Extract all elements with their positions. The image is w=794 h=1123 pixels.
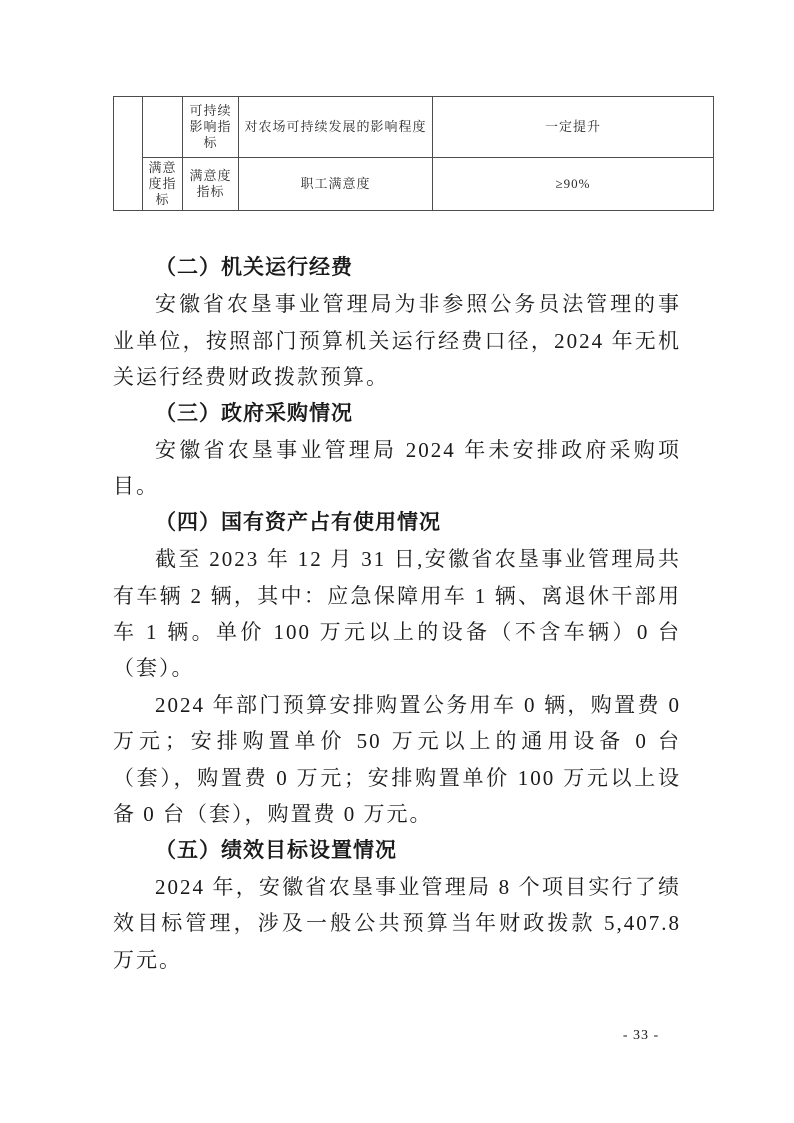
table-cell-level2-empty <box>143 97 183 158</box>
paragraph: 安徽省农垦事业管理局为非参照公务员法管理的事业单位，按照部门预算机关运行经费口径，2024 年无机关运行经费财政拨款预算。 <box>113 292 681 390</box>
table-cell-indicator-target: 一定提升 <box>433 97 714 158</box>
section-heading-3: （三）政府采购情况 <box>155 401 353 425</box>
table-cell-sustainability-indicator: 可持续影响指标 <box>183 97 239 158</box>
paragraph: 截至 2023 年 12 月 31 日,安徽省农垦事业管理局共有车辆 2 辆，其中：应急保障用车 1 辆、离退休干部用车 1 辆。单价 100 万元以上的设备（不含车辆）0 台（套）。 <box>113 547 681 681</box>
table-cell-level1-indicator <box>114 97 143 211</box>
table-cell-indicator-name: 对农场可持续发展的影响程度 <box>239 97 433 158</box>
section-heading-5: （五）绩效目标设置情况 <box>155 838 397 862</box>
table-row <box>114 97 714 158</box>
table-cell-indicator-name: 职工满意度 <box>239 158 433 211</box>
paragraph: 2024 年，安徽省农垦事业管理局 8 个项目实行了绩效目标管理，涉及一般公共预算当年财政拨款 5,407.8 万元。 <box>113 874 681 972</box>
table-cell-satisfaction-indicator: 满意度指标 <box>183 158 239 211</box>
document-body <box>113 250 681 978</box>
paragraph: 2024 年部门预算安排购置公务用车 0 辆，购置费 0 万元；安排购置单价 50 万元以上的通用设备 0 台（套），购置费 0 万元；安排购置单价 100 万元以上设备 0 台（套），购置费 0 万元。 <box>113 692 681 827</box>
section-heading-4: （四）国有资产占有使用情况 <box>155 510 441 534</box>
paragraph: 安徽省农垦事业管理局 2024 年未安排政府采购项目。 <box>113 438 681 499</box>
table-row <box>114 158 714 211</box>
table-cell-indicator-target: ≥90% <box>433 158 714 211</box>
section-heading-2: （二）机关运行经费 <box>155 256 353 279</box>
page-number: - 33 - <box>622 1028 660 1043</box>
performance-indicator-table <box>113 96 714 211</box>
table-cell-satisfaction-group: 满意度指标 <box>143 158 183 211</box>
